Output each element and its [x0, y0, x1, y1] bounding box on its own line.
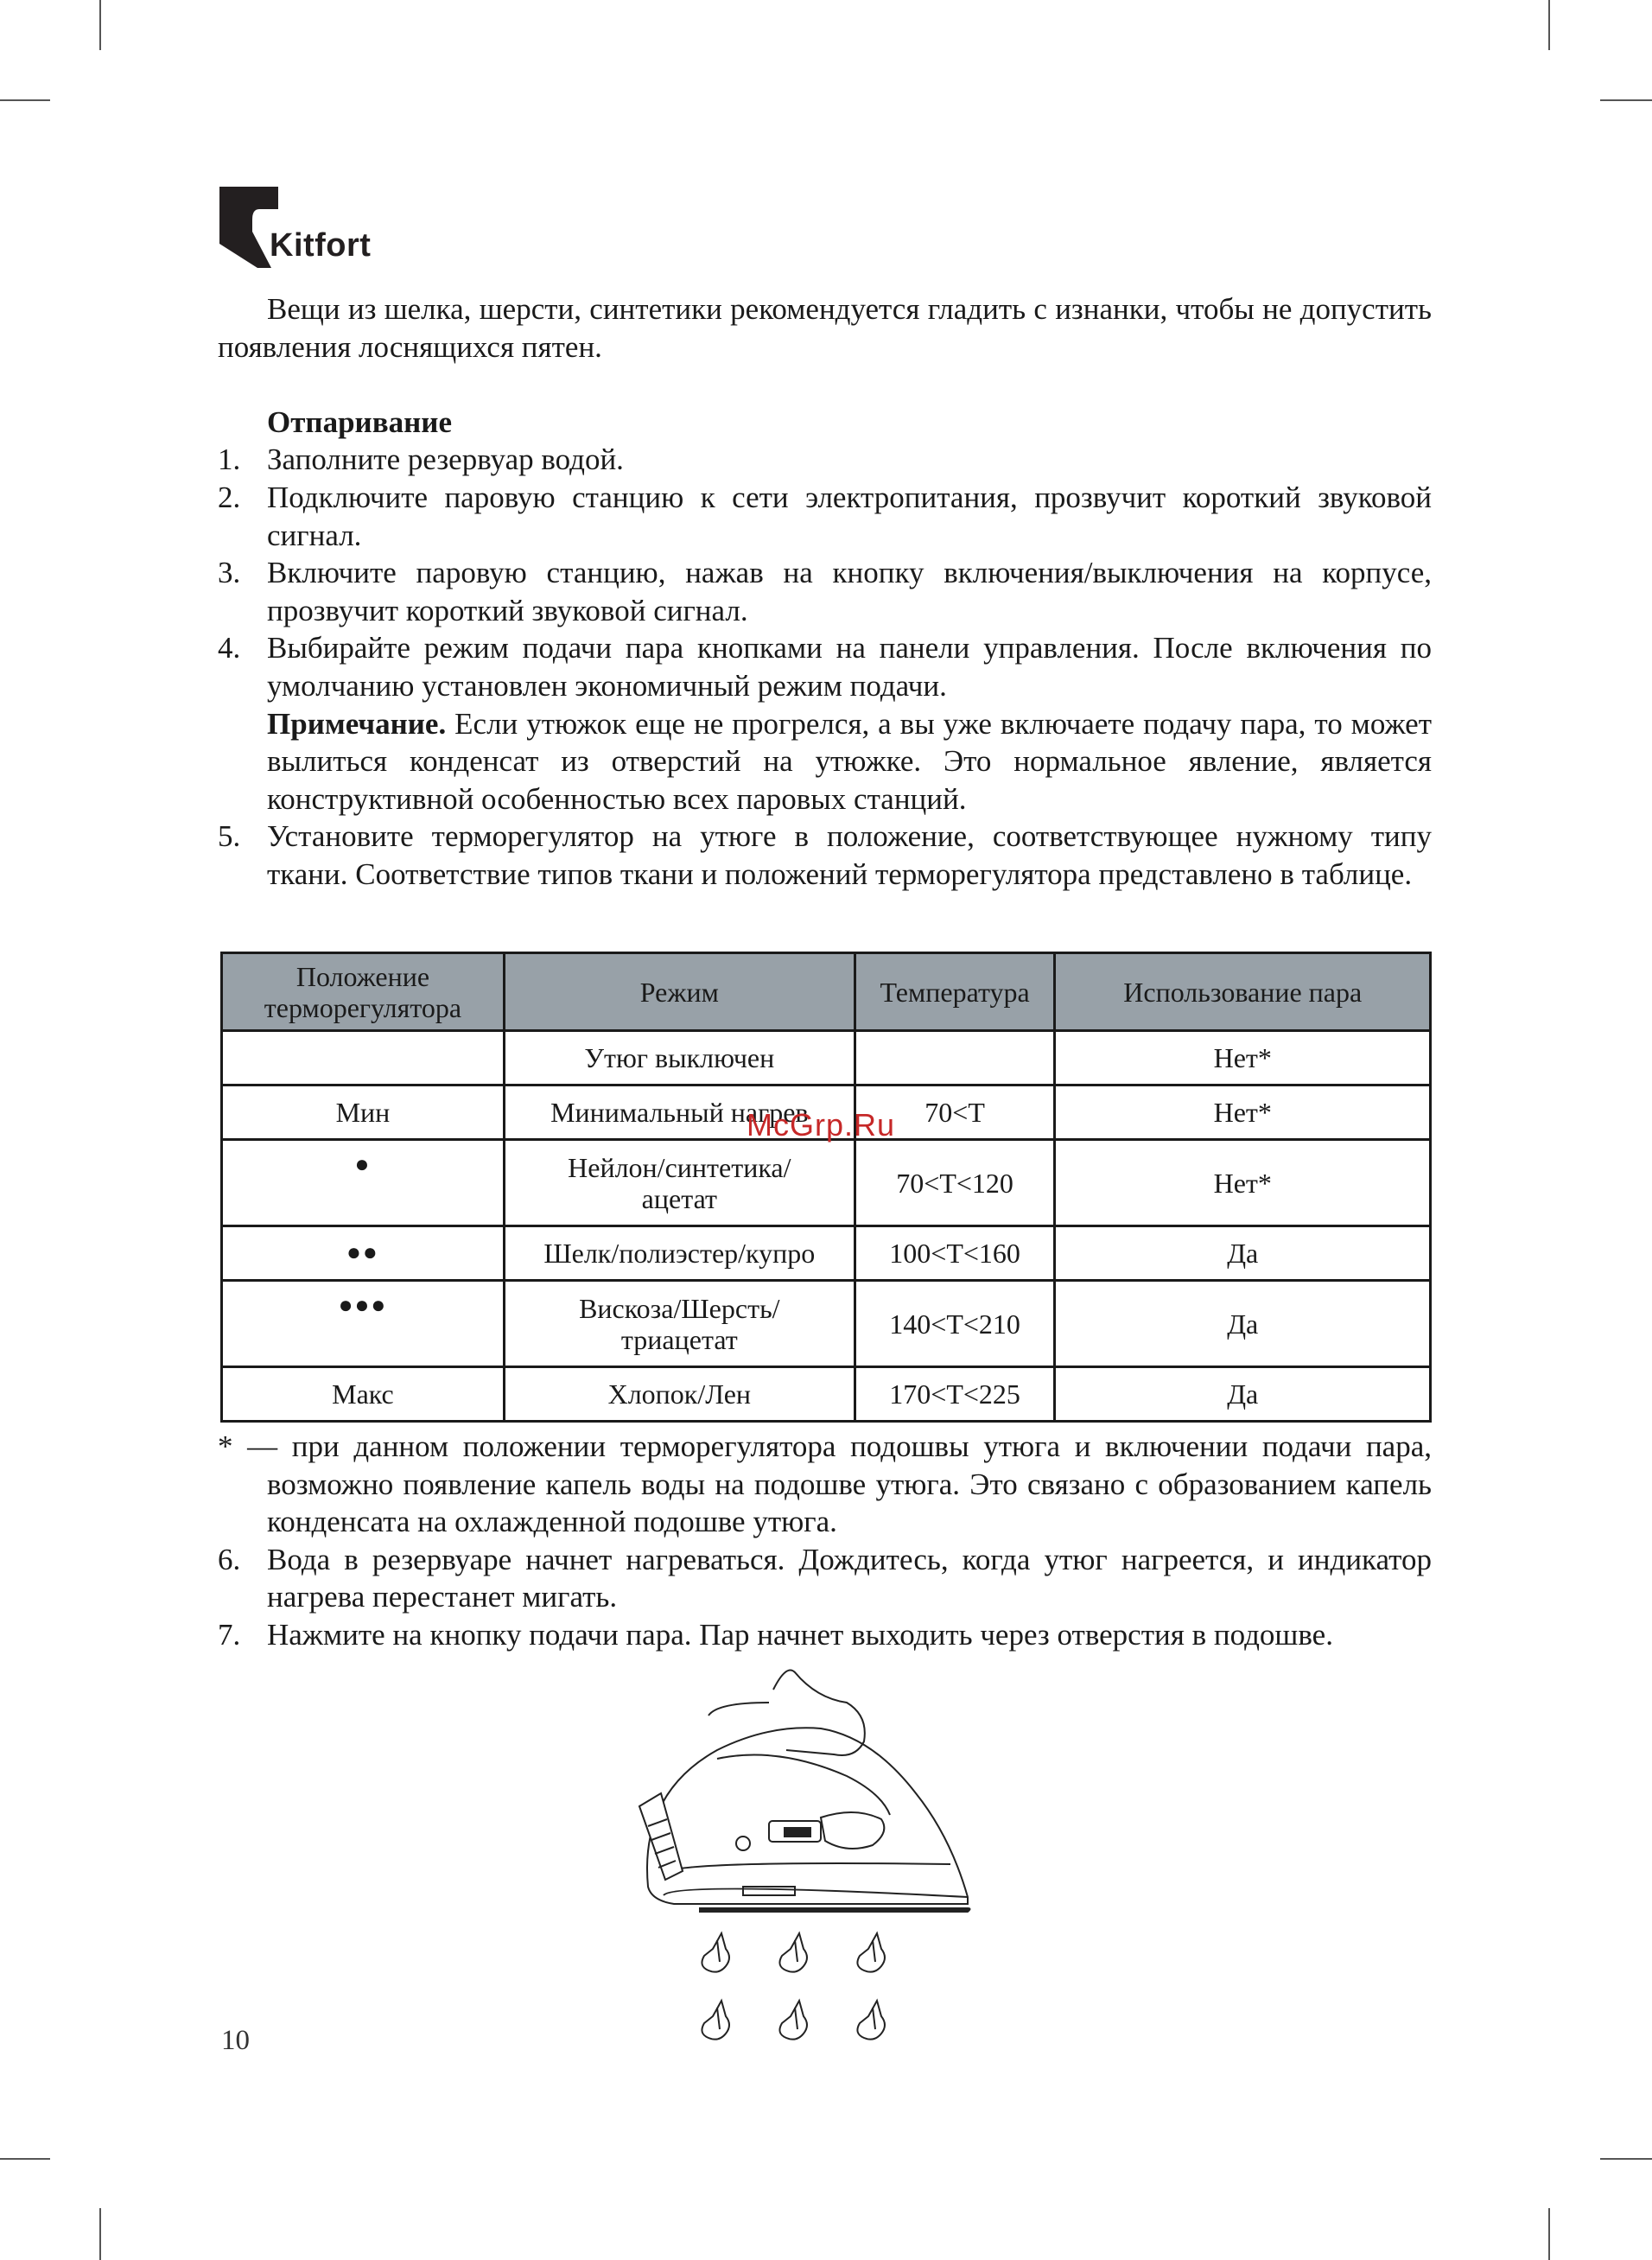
list-item: 1. Заполните резервуар водой.	[218, 442, 624, 477]
table-cell: 100<T<160	[855, 1226, 1055, 1281]
list-item: 6. Вода в резервуаре начнет нагреваться. Дождитесь, когда утюг нагреется, и индикатор нагрева перестанет мигать.	[218, 1542, 1432, 1614]
steam-iron-icon	[622, 1664, 1037, 2070]
note-text: Если утюжок еще не прогрелся, а вы уже включаете подачу пара, то может вылиться конденсат из отверстий на утюжке. Это нормальное явление, является конструктивной особенностью всех паровых станций.	[267, 706, 1432, 816]
table-cell: 70<T<120	[855, 1140, 1055, 1226]
table-cell: 140<T<210	[855, 1281, 1055, 1367]
table-cell: ●●●	[222, 1281, 505, 1367]
table-cell: Нет*	[1055, 1140, 1431, 1226]
table-cell: Мин	[222, 1085, 505, 1140]
footnote-block	[218, 1428, 1432, 1654]
thermostat-table	[220, 952, 1432, 1423]
table-cell	[855, 1031, 1055, 1085]
column-header: Положение терморегулятора	[222, 953, 505, 1031]
list-item: 5. Установите терморегулятор на утюге в положение, соответствующее нужному типу ткани. Соответствие типов ткани и положений терморегулятора представлено в таблице.	[218, 819, 1432, 891]
table-cell	[222, 1031, 505, 1085]
steps-list-continued	[218, 1541, 1432, 1654]
column-header: Режим	[504, 953, 855, 1031]
footnote: * — при данном положении терморегулятора подошвы утюга и включении подачи пара, возможно появление капель воды на подошве утюга. Это связано с образованием капель конденсата на охлажденной подошве утюга.	[218, 1429, 1432, 1539]
intro-paragraph: Вещи из шелка, шерсти, синтетики рекомендуется гладить с изнанки, чтобы не допустить появления лоснящихся пятен.	[218, 292, 1432, 364]
table-cell: Хлопок/Лен	[504, 1367, 855, 1422]
note-label: Примечание.	[267, 706, 447, 741]
table-cell: Нет*	[1055, 1085, 1431, 1140]
table-cell: ●	[222, 1140, 505, 1226]
table-cell: Нейлон/синтетика/ ацетат	[504, 1140, 855, 1226]
table-row	[222, 1226, 1431, 1281]
table-cell: Макс	[222, 1367, 505, 1422]
table-cell: Шелк/полиэстер/купро	[504, 1226, 855, 1281]
body-text-top	[218, 290, 1432, 894]
list-item: 2. Подключите паровую станцию к сети электропитания, прозвучит короткий звуковой сигнал.	[218, 480, 1432, 552]
table-cell: 170<T<225	[855, 1367, 1055, 1422]
crop-mark	[0, 2158, 50, 2160]
table-cell: Вискоза/Шерсть/ триацетат	[504, 1281, 855, 1367]
crop-mark	[0, 99, 50, 101]
page-number: 10	[221, 2025, 250, 2056]
table-cell: 70<T	[855, 1085, 1055, 1140]
crop-mark	[1548, 2208, 1550, 2260]
table-cell: Да	[1055, 1226, 1431, 1281]
list-item: 7. Нажмите на кнопку подачи пара. Пар начнет выходить через отверстия в подошве.	[218, 1617, 1333, 1652]
crop-mark	[1600, 2158, 1652, 2160]
table-cell: Минимальный нагрев	[504, 1085, 855, 1140]
crop-mark	[1600, 99, 1652, 101]
table-row	[222, 1031, 1431, 1085]
table-row	[222, 1281, 1431, 1367]
steps-list	[218, 441, 1432, 893]
crop-mark	[99, 2208, 101, 2260]
brand-name: Kitfort	[270, 227, 372, 264]
watermark: McGrp.Ru	[747, 1107, 896, 1143]
column-header: Температура	[855, 953, 1055, 1031]
list-item: 3. Включите паровую станцию, нажав на кнопку включения/выключения на корпусе, прозвучит короткий звуковой сигнал.	[218, 556, 1432, 627]
crop-mark	[1548, 0, 1550, 50]
list-item: 4. Выбирайте режим подачи пара кнопками на панели управления. После включения по умолчанию установлен экономичный режим подачи. Примечание. Если утюжок еще не прогрелся, а вы уже включаете подачу пара, то может вылиться конденсат из отверстий на утюжке. Это нормальное явление, является конструктивной особенностью всех паровых станций.	[218, 631, 1432, 816]
table-cell: Нет*	[1055, 1031, 1431, 1085]
table-cell: ●●	[222, 1226, 505, 1281]
table-header-row	[222, 953, 1431, 1031]
table-cell: Да	[1055, 1367, 1431, 1422]
crop-mark	[99, 0, 101, 50]
table-row	[222, 1140, 1431, 1226]
column-header: Использование пара	[1055, 953, 1431, 1031]
table-cell: Утюг выключен	[504, 1031, 855, 1085]
table-row	[222, 1367, 1431, 1422]
section-heading: Отпаривание	[267, 404, 452, 439]
table-cell: Да	[1055, 1281, 1431, 1367]
